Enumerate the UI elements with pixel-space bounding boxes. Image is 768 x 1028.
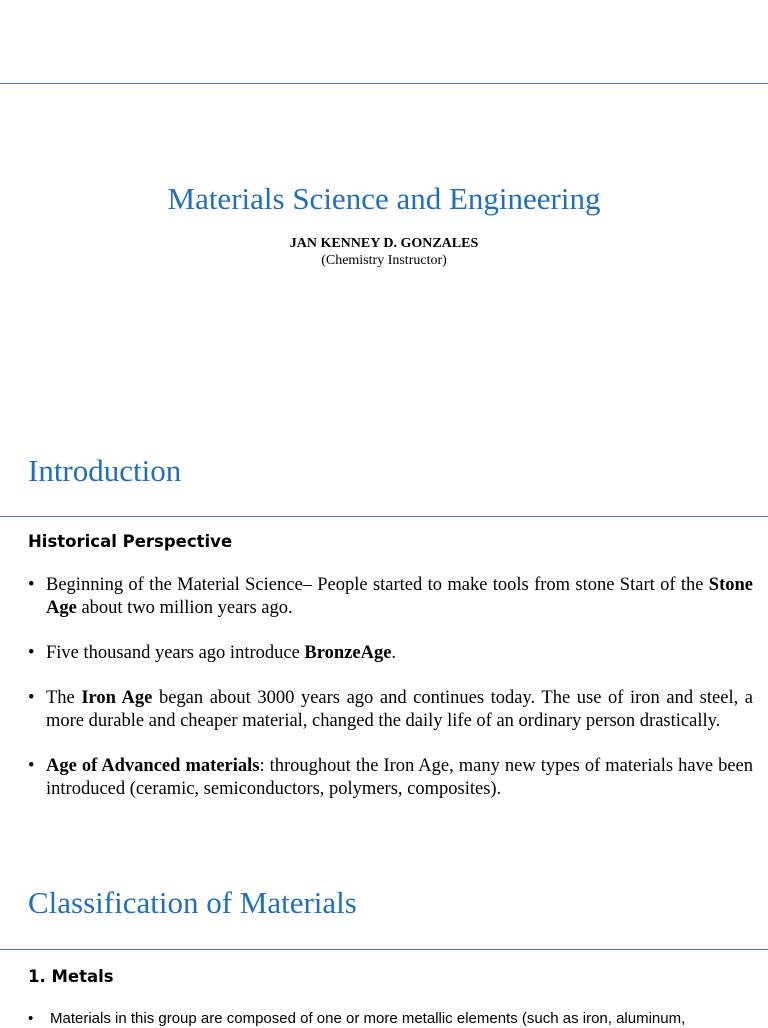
bullet-text: Beginning of the Material Science– People started to make tools from stone Start of the <box>46 575 709 595</box>
bullet-icon: • <box>28 756 35 776</box>
bullet-bold: Iron Age <box>81 688 153 708</box>
bullet-bold: BronzeAge <box>304 643 392 663</box>
bullet-icon: • <box>28 643 35 663</box>
top-divider <box>0 83 768 84</box>
bullet-bold: Stone Age <box>46 575 753 618</box>
author-role: (Chemistry Instructor) <box>321 253 447 268</box>
introduction-divider <box>0 516 768 517</box>
bullet-bold: Age of Advanced materials <box>46 756 260 776</box>
bullet-text: . <box>391 643 397 663</box>
author-block <box>0 235 768 269</box>
classification-heading: Classification of Materials <box>28 885 357 920</box>
bullet-text: : throughout the Iron Age, many new types of materials have been introduced (ceramic, semiconductors, polymers, composites). <box>46 756 753 799</box>
bullet-icon: • <box>28 688 35 708</box>
bullet-text: Five thousand years ago introduce <box>46 643 305 663</box>
metals-bullet <box>28 1010 768 1028</box>
bullet-icon: • <box>28 1010 34 1027</box>
bullet-icon: • <box>28 575 35 595</box>
list-item <box>28 687 753 733</box>
list-item <box>28 755 753 801</box>
bullet-text: Materials in this group are composed of one or more metallic elements (such as iron, aluminum, <box>50 1010 686 1027</box>
introduction-heading: Introduction <box>28 453 182 488</box>
metals-heading: 1. Metals <box>28 967 114 986</box>
author-name: JAN KENNEY D. GONZALES <box>289 236 479 251</box>
introduction-bullet-list <box>28 574 753 801</box>
document-title: Materials Science and Engineering <box>167 181 601 216</box>
classification-divider <box>0 949 768 950</box>
list-item <box>28 642 753 665</box>
bullet-text: about two million years ago. <box>76 598 293 618</box>
bullet-text: The <box>46 688 82 708</box>
list-item <box>28 574 753 620</box>
bullet-text: began about 3000 years ago and continues today. The use of iron and steel, a more durable and cheaper material, changed the daily life of an ordinary person drastically. <box>46 688 754 731</box>
historical-perspective-heading: Historical Perspective <box>28 532 233 551</box>
